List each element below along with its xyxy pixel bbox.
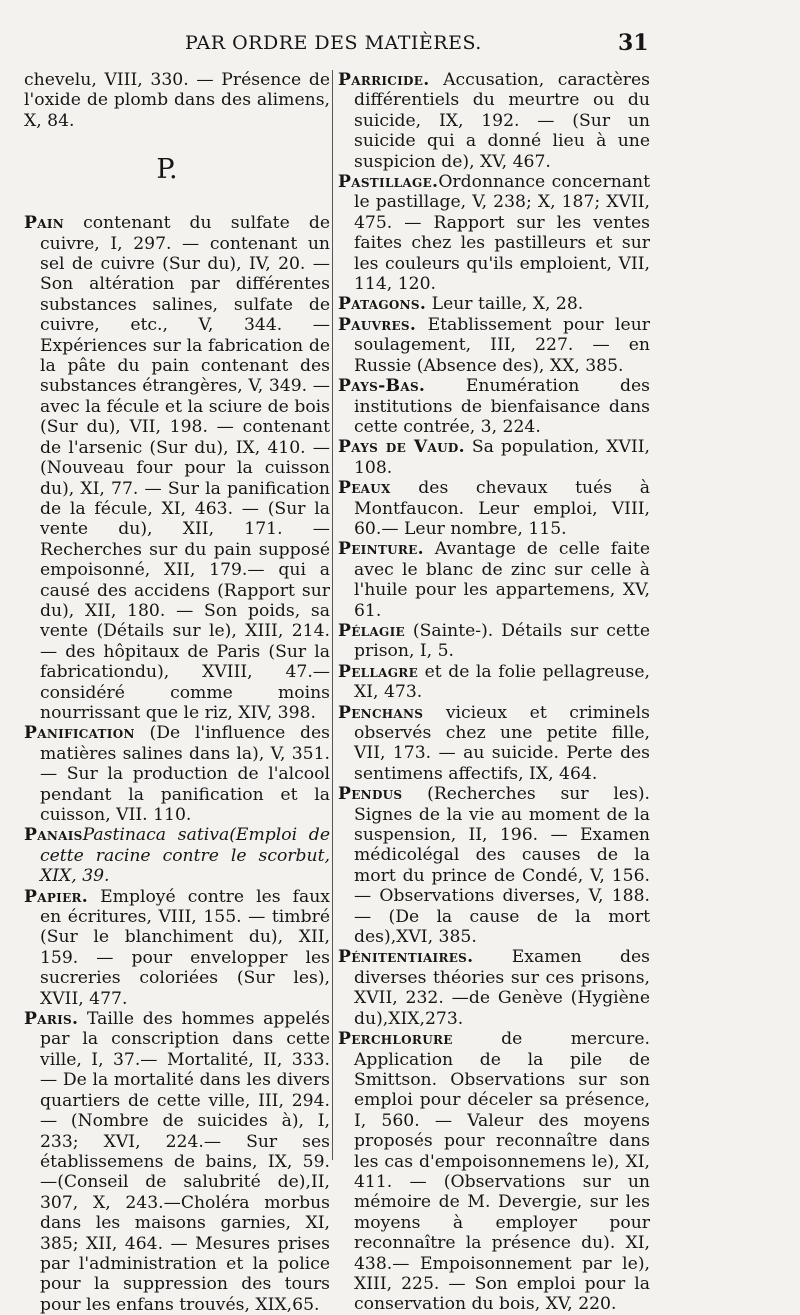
entry-text: Avantage de celle faite avec le blanc de zinc sur celle à l'huile pour les appartemens, XV, 61. [354,539,650,621]
entry-text: (De l'influence des matières salines dans la), V, 351. — Sur la production de l'alcool pendant la panification et la cuisson, VII. 110. [40,723,330,825]
entry-text: Employé contre les faux en écritures, VIII, 155. — timbré (Sur le blanchiment du), XII, 159. — pour envelopper les sucreries coloriées (Sur les), XVII, 477. [40,886,330,1009]
entry-text: Taille des hommes appelés par la conscription dans cette ville, I, 37.— Mortalité, II, 333. — De la mortalité dans les divers quartiers de cette ville, III, 294. — (Nombre de suicides à), I, 233; XVI, 224.— Sur ses établissemens de bains, IX, 59. —(Conseil de salubrité de),II, 307, X, 243.—Choléra morbus dans les maisons garnies, XI, 385; XII, 464. — Mesures prises par l'administration et la police pour la suppression des tours pour les enfans trouvés, XIX,65. [40,1009,330,1315]
entry-head: Pastillage. [338,172,439,193]
entry-text: Pastinaca sativa(Emploi de cette racine contre le scorbut, XIX, 39. [40,825,330,887]
running-title: PAR ORDRE DES MATIÈRES. [185,32,482,54]
entry-text: Ordonnance concernant le pastillage, V, 238; X, 187; XVII, 475. — Rapport sur les ventes faites chez les pastilleurs et sur les couleurs qu'ils emploient, VII, 114, 120. [354,172,650,295]
index-entry [338,70,650,172]
index-entry [338,478,650,539]
entry-head: Papier. [24,886,89,907]
entry-text: (Recherches sur les). Signes de la vie au moment de la suspension, II, 196. — Examen médicolégal des causes de la mort du prince de Condé, V, 156.— Observations diverses, V, 188. — (De la cause de la mort des),XVI, 385. [354,784,650,948]
entry-head: Pélagie [338,620,405,641]
entry-head: Patagons. [338,294,427,315]
index-entry [338,539,650,621]
entry-head: Pays-Bas. [338,376,426,397]
left-column [24,70,330,1315]
index-entry [338,662,650,703]
entry-head: Peinture. [338,539,424,560]
index-entry [338,703,650,785]
index-entry [338,947,650,1029]
entry-text: vicieux et criminels observés chez une petite fille, VII, 173. — au suicide. Perte des sentimens affectifs, IX, 464. [354,702,650,784]
entry-head: Pays de Vaud. [338,437,465,458]
entry-head: Pellagre [338,661,419,682]
entry-head: Pauvres. [338,314,417,335]
index-entry [338,315,650,376]
index-entry [338,1029,650,1315]
entry-text: Enumération des institutions de bienfaisance dans cette contrée, 3, 224. [354,376,650,437]
entry-head: Pénitentiaires. [338,947,474,968]
section-letter: P. [156,154,178,186]
entry-head: Perchlorure [338,1029,453,1050]
entry-text: Sa population, XVII, 108. [354,437,650,478]
entry-text: Etablissement pour leur soulagement, III, 227. — en Russie (Absence des), XX, 385. [354,314,650,376]
entry-text: Accusation, caractères différentiels du meurtre ou du suicide, IX, 192. — (Sur un suicide qui a donné lieu à une suspicion de), XV, 467. [354,70,650,172]
continuation-entry: chevelu, VIII, 330. — Présence de l'oxide de plomb dans des alimens, X, 84. [24,70,330,131]
entry-text: Examen des diverses théories sur ces prisons, XVII, 232. —de Genève (Hygiène du),XIX,273. [354,947,650,1029]
index-entry [338,437,650,478]
entry-head: Panais [24,825,83,846]
index-entry [24,723,330,825]
entry-head: Pain [24,213,65,234]
index-entry [338,294,650,314]
index-entry [24,825,330,886]
entry-text: des chevaux tués à Montfaucon. Leur emploi, VIII, 60.— Leur nombre, 115. [354,478,650,539]
entry-text: de mercure. Application de la pile de Smittson. Observations sur son emploi pour déceler sa présence, I, 560. — Valeur des moyens proposés pour reconnaître dans les cas d'empoisonnemens le), XI, 411. — (Observations sur un mémoire de M. Devergie, sur les moyens à employer pour reconnaître la présence du). XI, 438.— Empoisonnement par le), XIII, 225. — Son emploi pour la conservation du bois, XV, 220. [354,1029,650,1315]
entry-text: Leur taille, X, 28. [426,294,584,315]
index-entry [338,172,650,294]
entry-head: Paris. [24,1009,79,1030]
index-entry [338,621,650,662]
page-number: 31 [618,30,649,56]
entry-head: Parricide. [338,70,430,90]
right-column [338,70,650,1315]
column-divider [332,70,333,1160]
entry-head: Pendus [338,784,403,805]
index-entry [24,1009,330,1315]
index-entry [338,784,650,947]
index-entry [24,213,330,723]
entry-head: Panification [24,723,135,744]
index-entry [338,376,650,437]
running-head [0,30,800,58]
index-entry [24,887,330,1009]
entry-text: contenant du sulfate de cuivre, I, 297. — contenant un sel de cuivre (Sur du), IV, 20. — Son altération par différentes substances salines, sulfate de cuivre, etc., V, 344. — Expériences sur la fabrication de la pâte du pain contenant des substances étrangères, V, 349. —avec la fécule et la sciure de bois (Sur du), VII, 198. — contenant de l'arsenic (Sur du), IX, 410. — (Nouveau four pour la cuisson du), XI, 77. — Sur la panification de la fécule, XI, 463. — (Sur la vente du), XII, 171. — Recherches sur du pain supposé empoisonné, XII, 179.— qui a causé des accidens (Rapport sur du), XII, 180. — Son poids, sa vente (Détails sur le), XIII, 214. — des hôpitaux de Paris (Sur la fabricationdu), XVIII, 47.—considéré comme moins nourrissant que le riz, XIV, 398. [40,213,330,723]
entry-text: et de la folie pellagreuse, XI, 473. [354,661,650,703]
entry-head: Penchans [338,702,424,723]
entry-text: (Sainte-). Détails sur cette prison, I, 5. [354,620,650,662]
entry-head: Peaux [338,478,391,499]
